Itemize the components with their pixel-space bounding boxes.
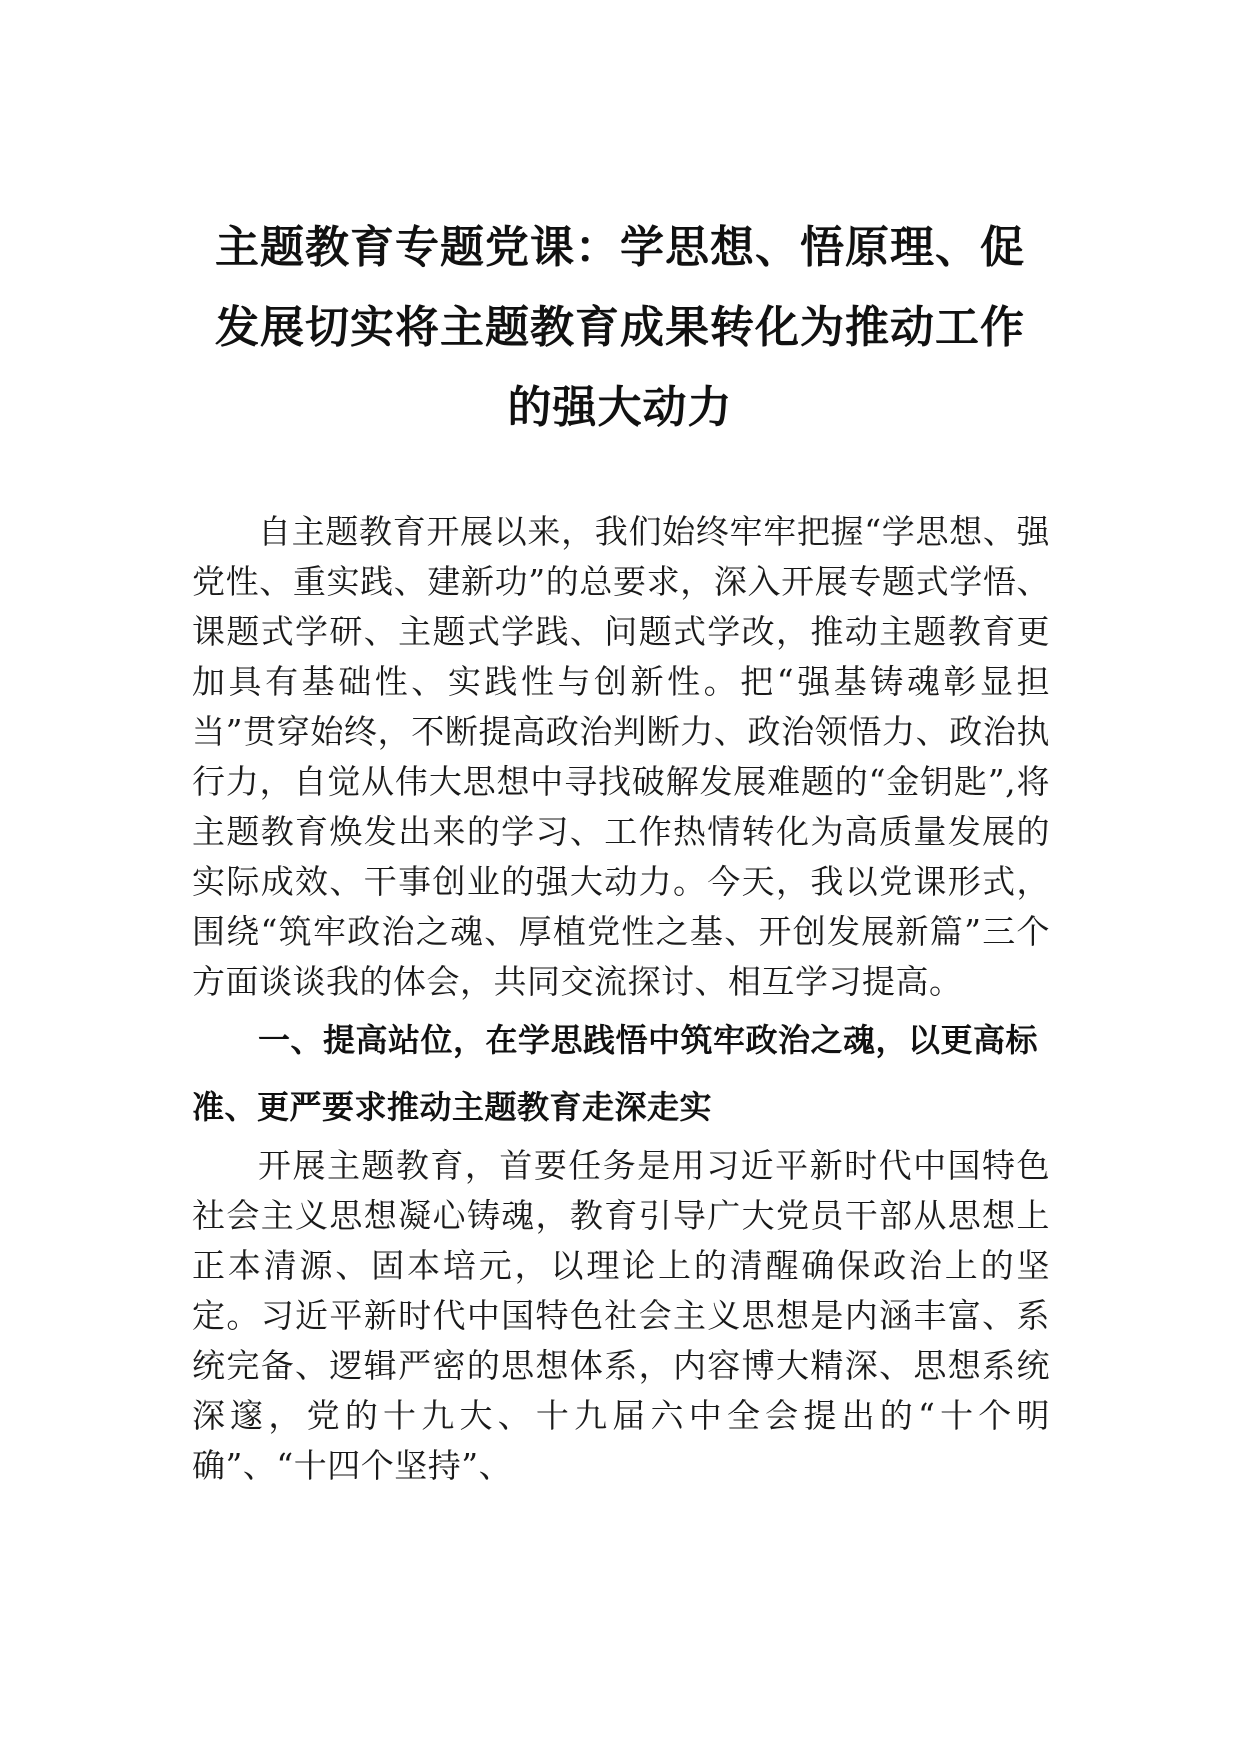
- section-1-paragraph: 开展主题教育，首要任务是用习近平新时代中国特色社会主义思想凝心铸魂，教育引导广大党员干部从思想上正本清源、固本培元，以理论上的清醒确保政治上的坚定。习近平新时代中国特色社会主义思想是内涵丰富、系统完备、逻辑严密的思想体系，内容博大精深、思想系统深邃，党的十九大、十九届六中全会提出的“十个明确”、“十四个坚持”、: [192, 1146, 1050, 1485]
- document-body: [192, 507, 1050, 1491]
- intro-paragraph: 自主题教育开展以来，我们始终牢牢把握“学思想、强党性、重实践、建新功”的总要求，深入开展专题式学悟、课题式学研、主题式学践、问题式学改，推动主题教育更加具有基础性、实践性与创新性。把“强基铸魂彰显担当”贯穿始终，不断提高政治判断力、政治领悟力、政治执行力，自觉从伟大思想中寻找破解发展难题的“金钥匙”,将主题教育焕发出来的学习、工作热情转化为高质量发展的实际成效、干事创业的强大动力。今天，我以党课形式，围绕“筑牢政治之魂、厚植党性之基、开创发展新篇”三个方面谈谈我的体会，共同交流探讨、相互学习提高。: [192, 512, 1050, 1001]
- title-line-2: 发展切实将主题教育成果转化为推动工作: [215, 302, 1025, 353]
- title-line-1: 主题教育专题党课：学思想、悟原理、促: [215, 222, 1025, 273]
- section-heading-1: 一、提高站位，在学思践悟中筑牢政治之魂，以更高标准、更严要求推动主题教育走深走实: [192, 1021, 1039, 1126]
- document-title: [0, 208, 1240, 448]
- title-line-3: 的强大动力: [507, 382, 733, 433]
